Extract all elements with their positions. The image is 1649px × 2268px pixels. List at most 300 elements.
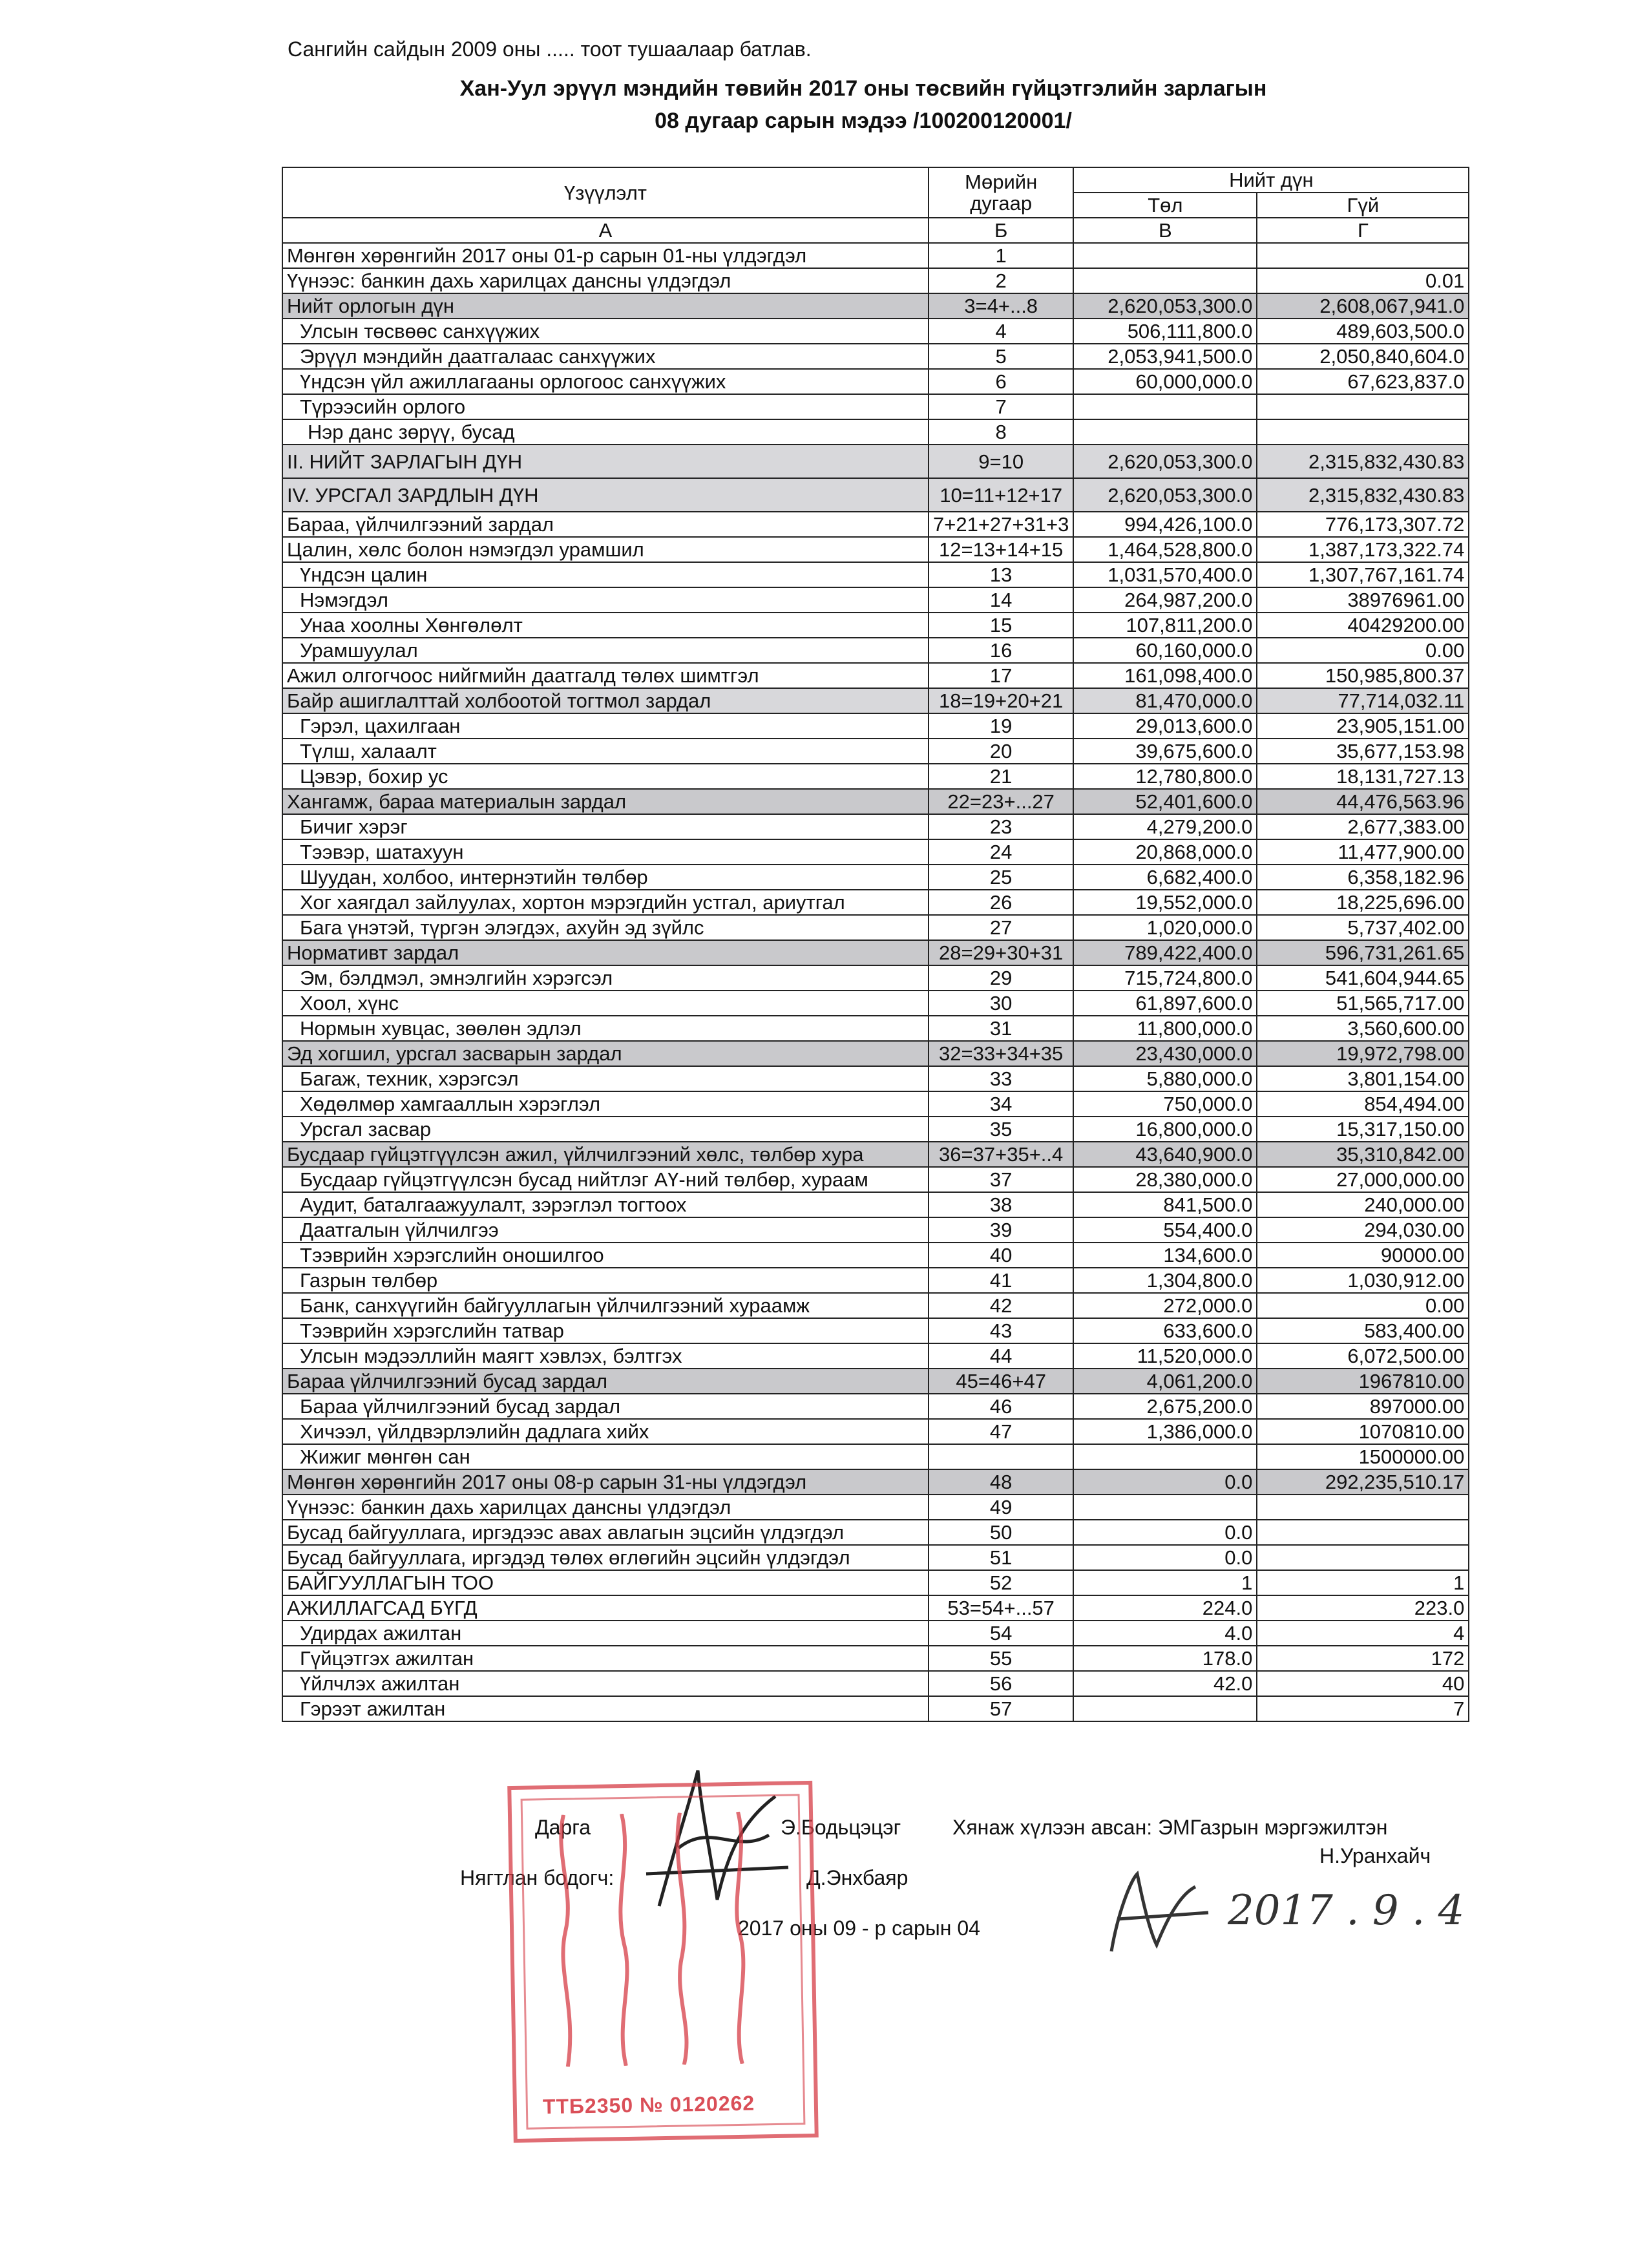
row-label: Даатгалын үйлчилгээ (282, 1217, 929, 1243)
table-row (282, 890, 1469, 915)
row-code: 28=29+30+31 (929, 940, 1073, 965)
table-row (282, 1394, 1469, 1419)
row-label: Тээврийн хэрэгслийн татвар (282, 1318, 929, 1343)
row-label: Ажил олгогчоос нийгмийн даатгалд төлөх шимтгэл (282, 663, 929, 688)
row-label: Бараа үйлчилгээний бусад зардал (282, 1394, 929, 1419)
row-actual: 292,235,510.17 (1257, 1469, 1469, 1495)
row-plan: 0.0 (1073, 1520, 1257, 1545)
row-label: Хог хаягдал зайлуулах, хортон мэрэгдийн устгал, ариутгал (282, 890, 929, 915)
table-row (282, 1520, 1469, 1545)
row-actual: 1,307,767,161.74 (1257, 562, 1469, 587)
row-code: 30 (929, 991, 1073, 1016)
row-code: 15 (929, 613, 1073, 638)
row-plan: 715,724,800.0 (1073, 965, 1257, 991)
table-row (282, 445, 1469, 478)
row-plan: 42.0 (1073, 1671, 1257, 1696)
table-row (282, 1117, 1469, 1142)
row-actual: 23,905,151.00 (1257, 713, 1469, 739)
row-code: 10=11+12+17 (929, 478, 1073, 512)
row-actual: 4 (1257, 1621, 1469, 1646)
row-plan: 161,098,400.0 (1073, 663, 1257, 688)
row-label: Унаа хоолны Хөнгөлөлт (282, 613, 929, 638)
table-row (282, 965, 1469, 991)
reviewer-name: Н.Уранхайч (1319, 1844, 1431, 1867)
row-label: Хөдөлмөр хамгааллын хэрэглэл (282, 1091, 929, 1117)
row-label: Нийт орлогын дүн (282, 293, 929, 319)
table-row (282, 1243, 1469, 1268)
row-plan: 1,464,528,800.0 (1073, 537, 1257, 562)
row-plan: 23,430,000.0 (1073, 1041, 1257, 1066)
table-row (282, 419, 1469, 445)
row-code: 18=19+20+21 (929, 688, 1073, 713)
table-row (282, 587, 1469, 613)
row-plan: 107,811,200.0 (1073, 613, 1257, 638)
accountant-name: Д.Энхбаяр (806, 1866, 909, 1889)
row-actual: 40429200.00 (1257, 613, 1469, 638)
row-code: 3=4+...8 (929, 293, 1073, 319)
row-code: 16 (929, 638, 1073, 663)
table-row (282, 1192, 1469, 1217)
header-indicator: Үзүүлэлт (282, 167, 929, 218)
row-code (929, 1444, 1073, 1469)
expenditure-table (282, 167, 1469, 1722)
row-plan: 0.0 (1073, 1545, 1257, 1570)
row-plan: 5,880,000.0 (1073, 1066, 1257, 1091)
row-label: Бичиг хэрэг (282, 814, 929, 839)
row-plan: 60,000,000.0 (1073, 369, 1257, 394)
row-label: Бараа үйлчилгээний бусад зардал (282, 1369, 929, 1394)
row-actual: 2,050,840,604.0 (1257, 344, 1469, 369)
row-code: 12=13+14+15 (929, 537, 1073, 562)
row-actual: 18,225,696.00 (1257, 890, 1469, 915)
row-actual: 596,731,261.65 (1257, 940, 1469, 965)
row-label: Хангамж, бараа материалын зардал (282, 789, 929, 814)
row-label: Үндсэн цалин (282, 562, 929, 587)
row-plan: 60,160,000.0 (1073, 638, 1257, 663)
row-plan: 841,500.0 (1073, 1192, 1257, 1217)
table-row (282, 394, 1469, 419)
table-row (282, 839, 1469, 865)
row-plan: 20,868,000.0 (1073, 839, 1257, 865)
row-code: 17 (929, 663, 1073, 688)
row-label: Улсын мэдээллийн маягт хэвлэх, бэлтгэх (282, 1343, 929, 1369)
header-total: Нийт дүн (1073, 167, 1469, 193)
row-code: 40 (929, 1243, 1073, 1268)
report-date: 2017 оны 09 - р сарын 04 (738, 1916, 980, 1940)
row-plan: 4,061,200.0 (1073, 1369, 1257, 1394)
row-actual (1257, 394, 1469, 419)
row-code: 53=54+...57 (929, 1595, 1073, 1621)
row-code: 52 (929, 1570, 1073, 1595)
row-actual: 489,603,500.0 (1257, 319, 1469, 344)
row-plan: 28,380,000.0 (1073, 1167, 1257, 1192)
table-row (282, 293, 1469, 319)
row-code: 47 (929, 1419, 1073, 1444)
row-plan: 1 (1073, 1570, 1257, 1595)
table-row (282, 814, 1469, 839)
table-row (282, 1495, 1469, 1520)
row-label: Жижиг мөнгөн сан (282, 1444, 929, 1469)
header-col-c: В (1073, 218, 1257, 243)
row-label: БАЙГУУЛЛАГЫН ТОО (282, 1570, 929, 1595)
row-plan: 0.0 (1073, 1469, 1257, 1495)
table-row (282, 638, 1469, 663)
row-label: Удирдах ажилтан (282, 1621, 929, 1646)
table-row (282, 344, 1469, 369)
row-plan: 2,620,053,300.0 (1073, 478, 1257, 512)
row-plan: 178.0 (1073, 1646, 1257, 1671)
row-actual: 90000.00 (1257, 1243, 1469, 1268)
row-plan: 16,800,000.0 (1073, 1117, 1257, 1142)
table-row (282, 319, 1469, 344)
row-plan: 994,426,100.0 (1073, 512, 1257, 537)
row-actual: 3,801,154.00 (1257, 1066, 1469, 1091)
row-label: Нэмэгдэл (282, 587, 929, 613)
table-row (282, 1343, 1469, 1369)
row-actual: 67,623,837.0 (1257, 369, 1469, 394)
row-label: Эм, бэлдмэл, эмнэлгийн хэрэгсэл (282, 965, 929, 991)
table-row (282, 1268, 1469, 1293)
official-stamp (507, 1781, 819, 2143)
row-actual: 2,677,383.00 (1257, 814, 1469, 839)
stamp-number: ТТБ2350 № 0120262 (542, 2091, 755, 2119)
row-actual: 1500000.00 (1257, 1444, 1469, 1469)
row-code: 36=37+35+..4 (929, 1142, 1073, 1167)
row-code: 42 (929, 1293, 1073, 1318)
row-actual: 38976961.00 (1257, 587, 1469, 613)
row-actual: 1 (1257, 1570, 1469, 1595)
row-plan: 11,520,000.0 (1073, 1343, 1257, 1369)
row-actual: 0.00 (1257, 638, 1469, 663)
row-code: 29 (929, 965, 1073, 991)
row-plan (1073, 394, 1257, 419)
row-actual: 172 (1257, 1646, 1469, 1671)
row-code: 21 (929, 764, 1073, 789)
row-plan: 134,600.0 (1073, 1243, 1257, 1268)
row-code: 45=46+47 (929, 1369, 1073, 1394)
row-code: 23 (929, 814, 1073, 839)
accountant-title: Нягтлан бодогч: (460, 1866, 614, 1889)
row-code: 37 (929, 1167, 1073, 1192)
row-plan: 506,111,800.0 (1073, 319, 1257, 344)
row-plan: 789,422,400.0 (1073, 940, 1257, 965)
row-plan: 12,780,800.0 (1073, 764, 1257, 789)
row-plan (1073, 419, 1257, 445)
header-col-a: А (282, 218, 929, 243)
row-label: Тээврийн хэрэгслийн оношилгоо (282, 1243, 929, 1268)
row-label: Урсгал засвар (282, 1117, 929, 1142)
row-actual: 18,131,727.13 (1257, 764, 1469, 789)
row-plan (1073, 1444, 1257, 1469)
table-row (282, 1545, 1469, 1570)
table-row (282, 991, 1469, 1016)
header-actual: Гүй (1257, 193, 1469, 218)
row-code: 50 (929, 1520, 1073, 1545)
row-actual: 6,358,182.96 (1257, 865, 1469, 890)
row-code: 24 (929, 839, 1073, 865)
row-code: 32=33+34+35 (929, 1041, 1073, 1066)
row-plan: 264,987,200.0 (1073, 587, 1257, 613)
row-code: 49 (929, 1495, 1073, 1520)
row-code: 19 (929, 713, 1073, 739)
table-row (282, 1066, 1469, 1091)
row-code: 56 (929, 1671, 1073, 1696)
row-plan: 224.0 (1073, 1595, 1257, 1621)
row-code: 33 (929, 1066, 1073, 1091)
table-row (282, 1570, 1469, 1595)
row-code: 41 (929, 1268, 1073, 1293)
table-row (282, 764, 1469, 789)
row-code: 2 (929, 268, 1073, 293)
table-row (282, 243, 1469, 268)
table-row (282, 537, 1469, 562)
table-row (282, 1016, 1469, 1041)
row-actual: 11,477,900.00 (1257, 839, 1469, 865)
header-line-no: Мөрийн дугаар (929, 167, 1073, 218)
row-label: Тээвэр, шатахуун (282, 839, 929, 865)
row-actual: 27,000,000.00 (1257, 1167, 1469, 1192)
row-actual: 776,173,307.72 (1257, 512, 1469, 537)
row-label: Бага үнэтэй, түргэн элэгдэх, ахуйн эд зүйлс (282, 915, 929, 940)
row-plan: 554,400.0 (1073, 1217, 1257, 1243)
row-code: 48 (929, 1469, 1073, 1495)
row-label: Үүнээс: банкин дахь харилцах дансны үлдэгдэл (282, 268, 929, 293)
row-plan: 272,000.0 (1073, 1293, 1257, 1318)
row-code: 46 (929, 1394, 1073, 1419)
row-label: Эрүүл мэндийн даатгалаас санхүүжих (282, 344, 929, 369)
row-label: Хоол, хүнс (282, 991, 929, 1016)
row-actual: 1070810.00 (1257, 1419, 1469, 1444)
row-actual: 40 (1257, 1671, 1469, 1696)
row-code: 6 (929, 369, 1073, 394)
row-plan: 11,800,000.0 (1073, 1016, 1257, 1041)
row-label: Гүйцэтгэх ажилтан (282, 1646, 929, 1671)
table-row (282, 663, 1469, 688)
row-plan: 1,020,000.0 (1073, 915, 1257, 940)
row-actual: 0.00 (1257, 1293, 1469, 1318)
table-row (282, 1646, 1469, 1671)
row-actual: 223.0 (1257, 1595, 1469, 1621)
row-label: Бусдаар гүйцэтгүүлсэн ажил, үйлчилгээний хөлс, төлбөр хура (282, 1142, 929, 1167)
row-actual (1257, 243, 1469, 268)
row-code: 57 (929, 1696, 1073, 1721)
table-row (282, 940, 1469, 965)
table-row (282, 789, 1469, 814)
row-code: 1 (929, 243, 1073, 268)
row-code: 26 (929, 890, 1073, 915)
row-actual: 6,072,500.00 (1257, 1343, 1469, 1369)
header-col-b: Б (929, 218, 1073, 243)
row-label: II. НИЙТ ЗАРЛАГЫН ДҮН (282, 445, 929, 478)
row-plan: 633,600.0 (1073, 1318, 1257, 1343)
row-plan: 2,620,053,300.0 (1073, 445, 1257, 478)
row-actual (1257, 1520, 1469, 1545)
reviewer-title: Хянаж хүлээн авсан: ЭМГазрын мэргэжилтэн (952, 1816, 1388, 1839)
row-code: 54 (929, 1621, 1073, 1646)
row-actual: 897000.00 (1257, 1394, 1469, 1419)
row-code: 13 (929, 562, 1073, 587)
row-label: Эд хогшил, урсгал засварын зардал (282, 1041, 929, 1066)
row-plan: 52,401,600.0 (1073, 789, 1257, 814)
row-code: 35 (929, 1117, 1073, 1142)
row-code: 38 (929, 1192, 1073, 1217)
director-name: Э.Бодьцэцэг (781, 1816, 901, 1839)
row-label: Түрээсийн орлого (282, 394, 929, 419)
table-body (282, 243, 1469, 1721)
row-label: Үйлчлэх ажилтан (282, 1671, 929, 1696)
row-actual: 19,972,798.00 (1257, 1041, 1469, 1066)
row-label: Банк, санхүүгийн байгууллагын үйлчилгээний хураамж (282, 1293, 929, 1318)
row-code: 20 (929, 739, 1073, 764)
row-actual (1257, 419, 1469, 445)
row-code: 34 (929, 1091, 1073, 1117)
row-actual: 1,387,173,322.74 (1257, 537, 1469, 562)
row-actual: 15,317,150.00 (1257, 1117, 1469, 1142)
row-code: 51 (929, 1545, 1073, 1570)
table-row (282, 1419, 1469, 1444)
row-actual: 35,310,842.00 (1257, 1142, 1469, 1167)
table-row (282, 713, 1469, 739)
row-actual: 35,677,153.98 (1257, 739, 1469, 764)
table-row (282, 739, 1469, 764)
row-actual: 854,494.00 (1257, 1091, 1469, 1117)
reviewer-signature (1098, 1861, 1228, 1958)
table-row (282, 478, 1469, 512)
row-code: 27 (929, 915, 1073, 940)
header-plan: Төл (1073, 193, 1257, 218)
row-label: IV. УРСГАЛ ЗАРДЛЫН ДҮН (282, 478, 929, 512)
row-actual: 7 (1257, 1696, 1469, 1721)
row-label: Нэр данс зөрүү, бусад (282, 419, 929, 445)
row-plan: 29,013,600.0 (1073, 713, 1257, 739)
row-plan: 2,675,200.0 (1073, 1394, 1257, 1419)
row-plan: 2,053,941,500.0 (1073, 344, 1257, 369)
row-code: 5 (929, 344, 1073, 369)
row-actual: 240,000.00 (1257, 1192, 1469, 1217)
row-label: Бусад байгууллага, иргэдэд төлөх өглөгийн эцсийн үлдэгдэл (282, 1545, 929, 1570)
row-plan: 39,675,600.0 (1073, 739, 1257, 764)
row-code: 9=10 (929, 445, 1073, 478)
row-plan: 61,897,600.0 (1073, 991, 1257, 1016)
row-plan (1073, 268, 1257, 293)
table-row (282, 1696, 1469, 1721)
row-actual: 3,560,600.00 (1257, 1016, 1469, 1041)
table-row (282, 1217, 1469, 1243)
row-plan: 19,552,000.0 (1073, 890, 1257, 915)
row-label: Бусад байгууллага, иргэдээс авах авлагын эцсийн үлдэгдэл (282, 1520, 929, 1545)
row-plan (1073, 1495, 1257, 1520)
row-label: Үүнээс: банкин дахь харилцах дансны үлдэгдэл (282, 1495, 929, 1520)
row-code: 7 (929, 394, 1073, 419)
row-label: Бараа, үйлчилгээний зардал (282, 512, 929, 537)
row-actual: 2,608,067,941.0 (1257, 293, 1469, 319)
row-code: 39 (929, 1217, 1073, 1243)
header-col-d: Г (1257, 218, 1469, 243)
row-label: Улсын төсвөөс санхүүжих (282, 319, 929, 344)
row-plan: 1,304,800.0 (1073, 1268, 1257, 1293)
table-row (282, 1293, 1469, 1318)
row-actual: 294,030.00 (1257, 1217, 1469, 1243)
table-row (282, 268, 1469, 293)
table-row (282, 1444, 1469, 1469)
row-actual: 1967810.00 (1257, 1369, 1469, 1394)
row-label: Байр ашиглалттай холбоотой тогтмол зардал (282, 688, 929, 713)
row-code: 44 (929, 1343, 1073, 1369)
table-row (282, 1595, 1469, 1621)
row-label: Аудит, баталгаажуулалт, зэрэглэл тогтоох (282, 1192, 929, 1217)
director-title: Дарга (535, 1816, 591, 1839)
row-code: 25 (929, 865, 1073, 890)
row-actual: 1,030,912.00 (1257, 1268, 1469, 1293)
report-subtitle: 08 дугаар сарын мэдээ /100200120001/ (655, 109, 1072, 133)
row-plan: 43,640,900.0 (1073, 1142, 1257, 1167)
row-code: 8 (929, 419, 1073, 445)
table-row (282, 1318, 1469, 1343)
row-plan: 1,386,000.0 (1073, 1419, 1257, 1444)
row-label: Газрын төлбөр (282, 1268, 929, 1293)
row-label: Хичээл, үйлдвэрлэлийн дадлага хийх (282, 1419, 929, 1444)
row-code: 55 (929, 1646, 1073, 1671)
row-actual (1257, 1495, 1469, 1520)
row-label: Цалин, хөлс болон нэмэгдэл урамшил (282, 537, 929, 562)
row-label: Цэвэр, бохир ус (282, 764, 929, 789)
row-label: Гэрээт ажилтан (282, 1696, 929, 1721)
row-plan: 750,000.0 (1073, 1091, 1257, 1117)
table-row (282, 562, 1469, 587)
row-actual: 44,476,563.96 (1257, 789, 1469, 814)
row-code: 7+21+27+31+3 (929, 512, 1073, 537)
table-row (282, 1469, 1469, 1495)
row-actual: 51,565,717.00 (1257, 991, 1469, 1016)
row-plan (1073, 243, 1257, 268)
row-actual: 5,737,402.00 (1257, 915, 1469, 940)
table-row (282, 369, 1469, 394)
row-label: Мөнгөн хөрөнгийн 2017 оны 08-р сарын 31-ны үлдэгдэл (282, 1469, 929, 1495)
row-label: Урамшуулал (282, 638, 929, 663)
row-plan: 1,031,570,400.0 (1073, 562, 1257, 587)
row-plan: 4,279,200.0 (1073, 814, 1257, 839)
table-row (282, 865, 1469, 890)
row-label: Мөнгөн хөрөнгийн 2017 оны 01-р сарын 01-ны үлдэгдэл (282, 243, 929, 268)
row-code: 14 (929, 587, 1073, 613)
row-label: Бусдаар гүйцэтгүүлсэн бусад нийтлэг АҮ-ний төлбөр, хураам (282, 1167, 929, 1192)
approval-note: Сангийн сайдын 2009 оны ..... тоот тушаалаар батлав. (288, 37, 812, 61)
table-row (282, 1671, 1469, 1696)
row-plan: 81,470,000.0 (1073, 688, 1257, 713)
table-row (282, 915, 1469, 940)
row-plan (1073, 1696, 1257, 1721)
row-label: Шуудан, холбоо, интернэтийн төлбөр (282, 865, 929, 890)
row-code: 43 (929, 1318, 1073, 1343)
row-label: Түлш, халаалт (282, 739, 929, 764)
row-label: Үндсэн үйл ажиллагааны орлогоос санхүүжих (282, 369, 929, 394)
row-code: 22=23+...27 (929, 789, 1073, 814)
row-label: Гэрэл, цахилгаан (282, 713, 929, 739)
row-actual: 541,604,944.65 (1257, 965, 1469, 991)
table-row (282, 1041, 1469, 1066)
row-actual: 2,315,832,430.83 (1257, 478, 1469, 512)
handwritten-date: 2017 . 9 . 4 (1228, 1887, 1465, 1935)
row-code: 4 (929, 319, 1073, 344)
row-actual: 583,400.00 (1257, 1318, 1469, 1343)
row-actual: 150,985,800.37 (1257, 663, 1469, 688)
row-actual (1257, 1545, 1469, 1570)
table-row (282, 1091, 1469, 1117)
table-row (282, 688, 1469, 713)
row-label: АЖИЛЛАГСАД БҮГД (282, 1595, 929, 1621)
row-label: Нормативт зардал (282, 940, 929, 965)
row-actual: 0.01 (1257, 268, 1469, 293)
